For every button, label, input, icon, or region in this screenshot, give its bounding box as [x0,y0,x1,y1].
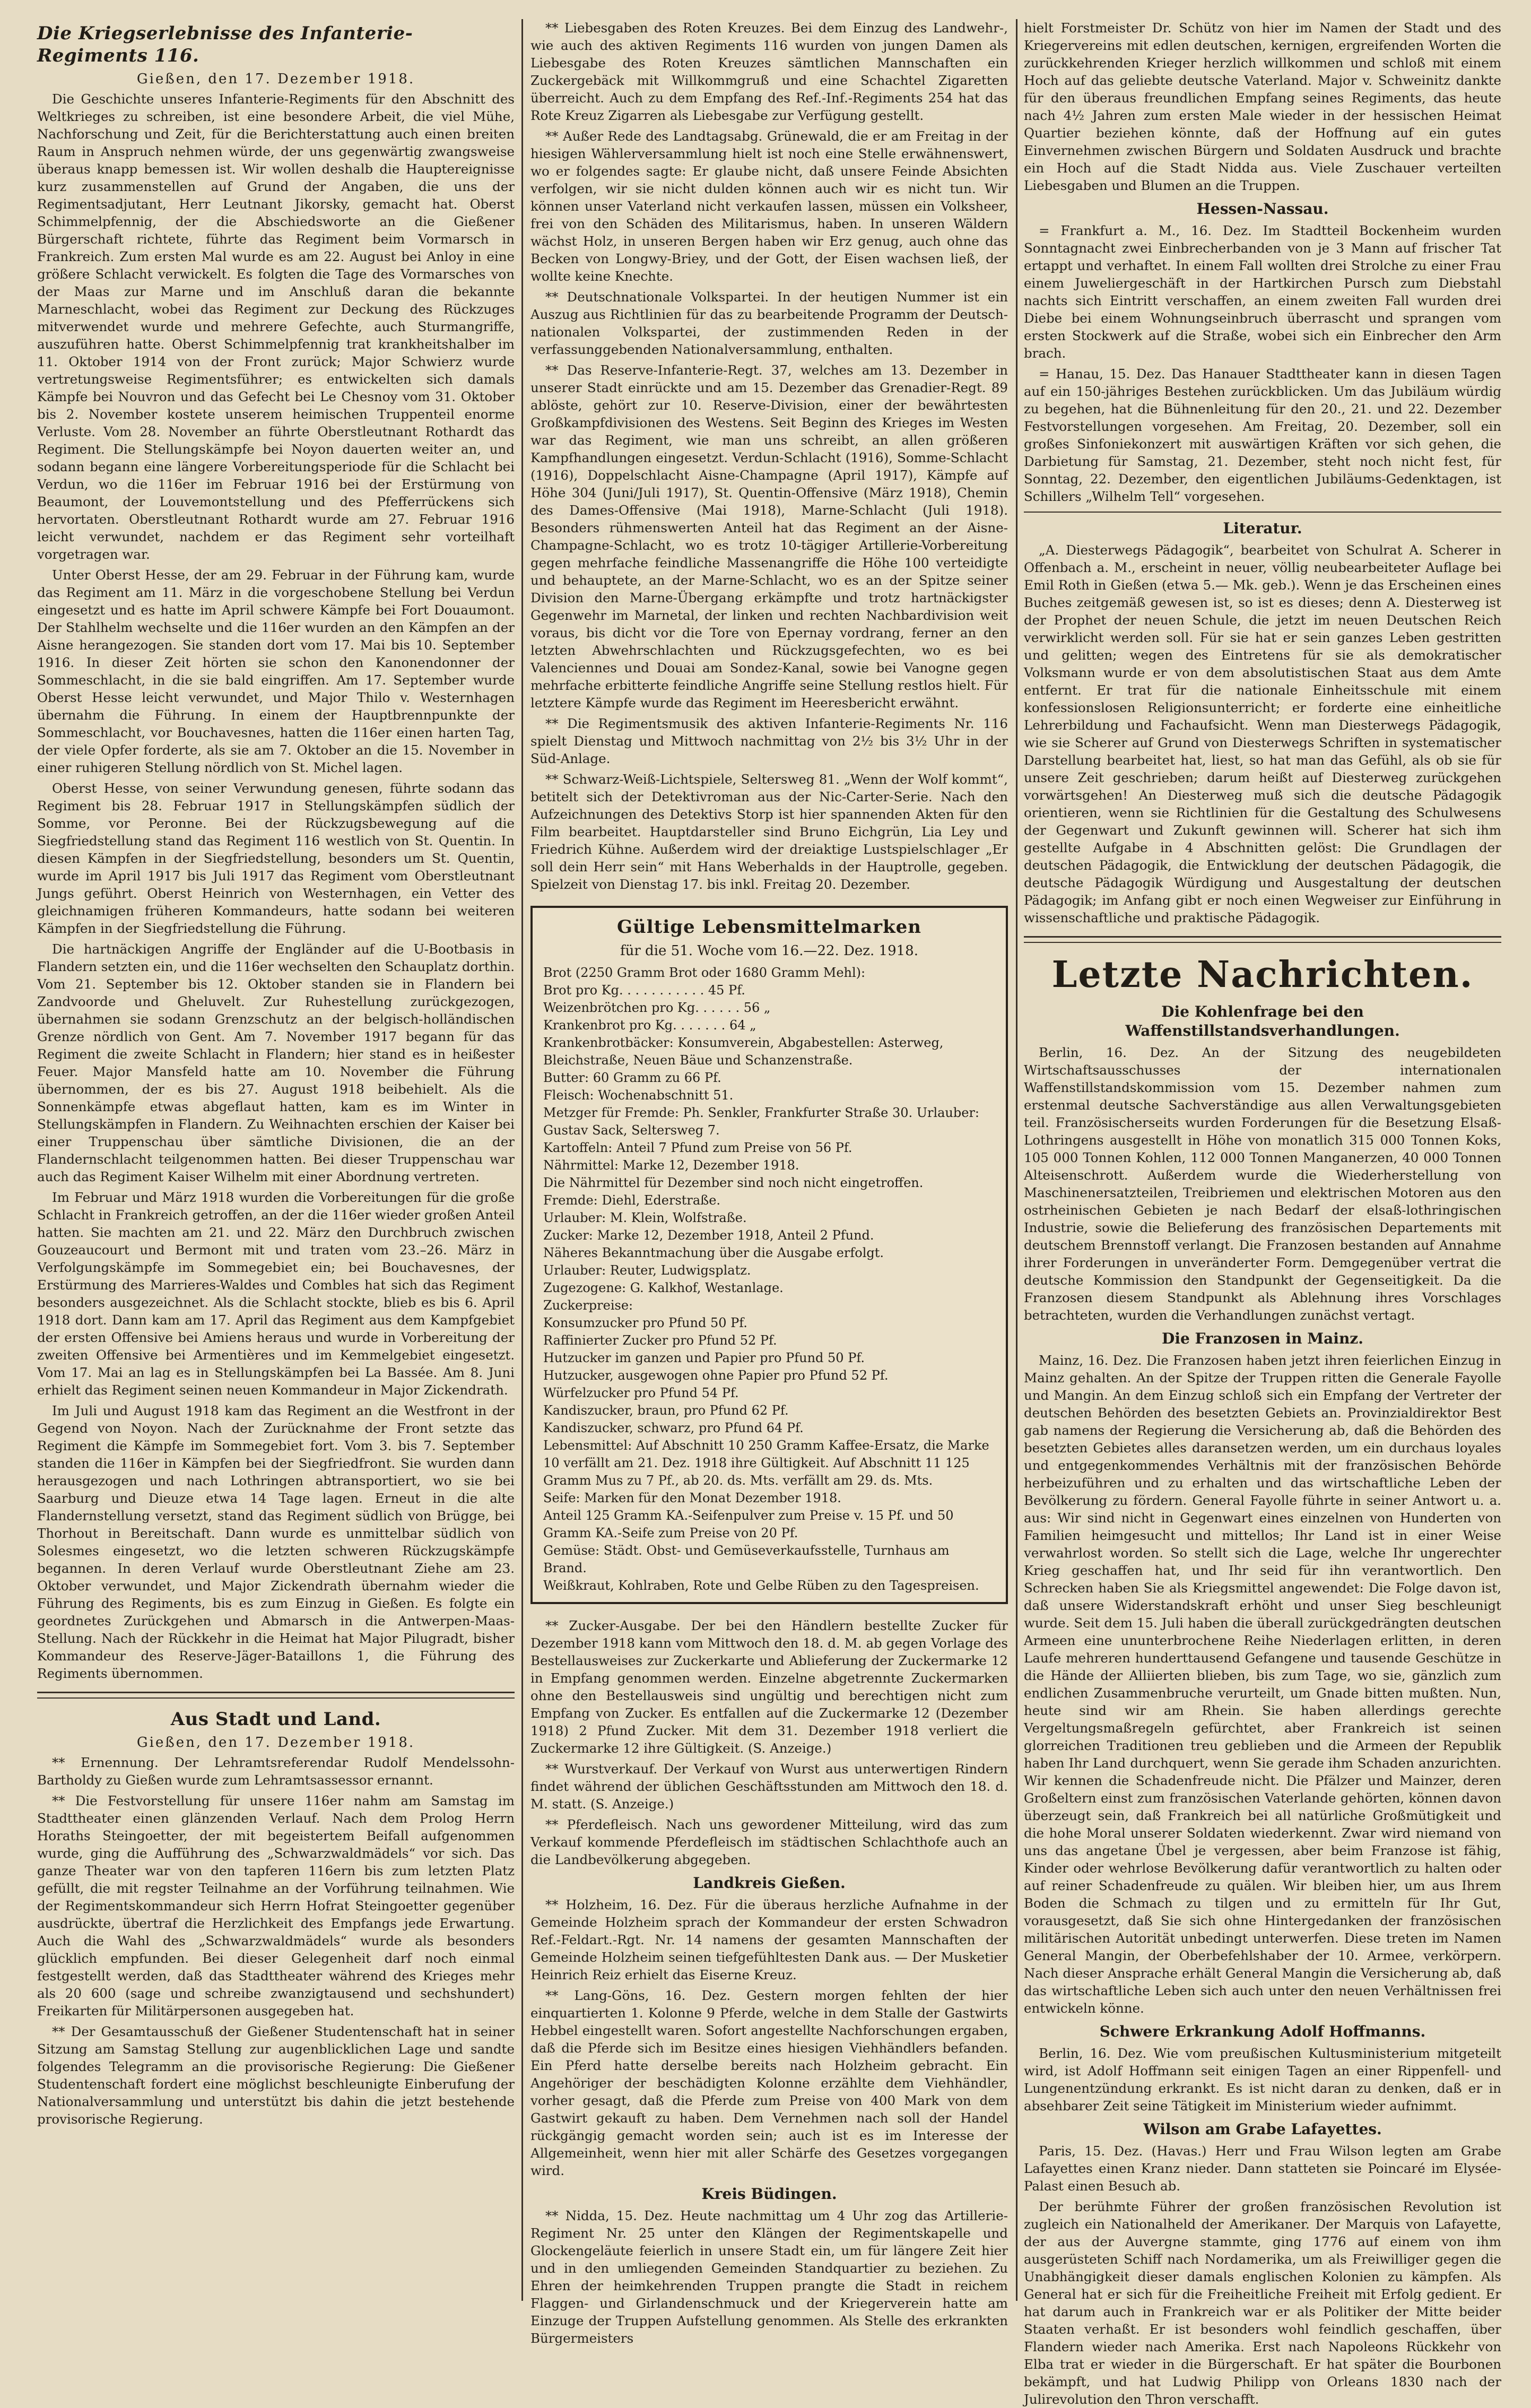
box-line: Zuckerpreise: [543,1298,633,1313]
article-headline-mainz: Die Franzosen in Mainz. [1162,1330,1363,1347]
paragraph: hielt Forstmeister Dr. Schütz von hier im Namen der Stadt und des Kriegervereins mit edlen deutschen, kernigen, ergreifenden Worten die zurückkehrenden Krieger herzlich willkommen und schloß mit einem Hoch auf das geliebte deutsche Vaterland. Major v. Schweinitz dankte für den überaus freundlichen Empfang seines Regiments, das heute nach 4½ Jahren zum ersten Male wieder in der hessischen Heimat Quartier beziehen könnte, daß der Hoffnung auf ein gutes Einvernehmen zwischen Bürgern und Soldaten Ausdruck und brachte ein Hoch auf die Stadt Nidda aus. Viele Zuschauer verteilten Liebesgaben und Blumen an die Truppen. [1024,20,1501,193]
article-headline-hoffmann: Schwere Erkrankung Adolf Hoffmanns. [1099,2023,1426,2040]
paragraph: ** Die Regimentsmusik des aktiven Infanterie-Regiments Nr. 116 spielt Dienstag und Mittwoch nachmittag von 2½ bis 3½ Uhr in der Süd-Anlage. [530,716,1008,766]
section-headline-buedingen: Kreis Büdingen. [701,2185,837,2203]
paragraph: ** Ernennung. Der Lehramtsreferendar Rudolf Mendelssohn-Bartholdy zu Gießen wurde zum Lehramtsassessor ernannt. [37,1755,515,1788]
paragraph: Paris, 15. Dez. (Havas.) Herr und Frau Wilson legten am Grabe Lafayettes einen Kranz nieder. Dann statteten sie Poincaré im Elysée-Palast einen Besuch ab. [1024,2143,1501,2194]
paragraph: ** Nidda, 15. Dez. Heute nachmittag um 4 Uhr zog das Artillerie-Regiment Nr. 25 unter den Klängen der Regimentskapelle und Glockengeläute feierlich in unsere Stadt ein, um für längere Zeit hier und in den umliegenden Gemeinden Standquartier zu beziehen. Zu Ehren der heimkehrenden Truppen prangte die Stadt in reichem Flaggen- und Girlandenschmuck und der Kriegerverein hatte am Einzuge der Truppen Aufstellung genommen. Als Stelle des erkrankten Bürgermeisters [530,2208,1008,2346]
section-dateline: Gießen, den 17. Dezember 1918. [136,1735,415,1751]
paragraph: ** Schwarz-Weiß-Lichtspiele, Seltersweg 81. „Wenn der Wolf kommt“, betitelt sich der Detektivroman aus der Nic-Carter-Serie. Nach den Aufzeichnungen des Detektivs Storp ist hier spannenden Akten für den Film bearbeitet. Hauptdarsteller sind Bruno Eichgrün, Lia Ley und Friedrich Kühne. Außerdem wird der dreiaktige Lustspielschlager „Er soll dein Herr sein“ mit Hans Weberhalds in der Hauptrolle, gegeben. Spielzeit von Dienstag 17. bis inkl. Freitag 20. Dezember. [530,772,1008,892]
column-rule [521,19,523,2301]
box-line: Seife: Marken für den Monat Dezember 1918. [543,1491,841,1505]
box-line: Lebensmittel: Auf Abschnitt 10 250 Gramm Kaffee-Ersatz, die Marke 10 verfällt am 21. Dez. 1918 ihre Gültigkeit. Auf Abschnitt 11 125 Gramm Mus zu 7 Pf., ab 20. ds. Mts. verfällt am 29. ds. Mts. [543,1438,989,1488]
box-line: Hutzucker, ausgewogen ohne Papier pro Pfund 52 Pf. [543,1368,889,1383]
box-line: Butter: 60 Gramm zu 66 Pf. [543,1070,721,1085]
paragraph: Im Februar und März 1918 wurden die Vorbereitungen für die große Schlacht in Frankreich getroffen, an der die 116er wieder großen Anteil hatten. Sie machten am 21. und 22. März den Durchbruch zwischen Gouzeaucourt und Bermont mit und traten vom 23.–26. März in Verfolgungskämpfe im Sommegebiet ein; bei Bouchavesnes, der Erstürmung des Marrieres-Waldes und Combles hat sich das Regiment besonders ausgezeichnet. Als die Schlacht stockte, blieb es bis 6. April 1918 dort. Dann kam am 17. April das Regiment aus dem Kampfgebiet der ersten Offensive bei Amiens heraus und wurde in Vorbereitung der zweiten Offensive bei Armentières und im Kemmelgebiet eingesetzt. Vom 17. Mai an lag es in Stellungskämpfen bei La Bassée. Am 8. Juni erhielt das Regiment seinen neuen Kommandeur in Major Zickendrath. [37,1190,515,1398]
section-headline-landkreis: Landkreis Gießen. [693,1874,846,1892]
box-line: Zucker: Marke 12, Dezember 1918, Anteil 2 Pfund. [543,1228,874,1243]
box-line: Kartoffeln: Anteil 7 Pfund zum Preise von 56 Pf. [543,1140,853,1155]
column-2 [530,19,1008,2346]
box-line: Weißkraut, Kohlraben, Rote und Gelbe Rüben zu den Tagespreisen. [543,1578,979,1593]
section-divider [1024,512,1501,513]
paragraph: ** Lang-Göns, 16. Dez. Gestern morgen fehlten der hier einquartierten 1. Kolonne 9 Pferde, welche in dem Stalle der Gastwirts Hebbel eingestellt waren. Sofort angestellte Nachforschungen ergaben, daß die Pferde sich im Besitze eines hiesigen Viehhändlers befanden. Ein Pferd hatte derselbe bereits nach Holzheim gebracht. Ein Angehöriger der beschädigten Kolonne erzählte dem Viehhändler, vorher gesagt, daß die Pferde zum Preise von 400 Mark von dem Gastwirt gekauft zu haben. Dem Vernehmen nach soll der Handel rückgängig gemacht worden sein; auch ist es im Interesse der Allgemeinheit, wenn hier mit aller Schärfe des Gesetzes vorgegangen wird. [530,1988,1008,2178]
box-line: Würfelzucker pro Pfund 54 Pf. [543,1385,739,1400]
box-line: Hutzucker im ganzen und Papier pro Pfund 50 Pf. [543,1350,865,1365]
paragraph: „A. Diesterwegs Pädagogik“, bearbeitet von Schulrat A. Scherer in Offenbach a. M., erscheint in neuer, völlig neubearbeiteter Auflage bei Emil Roth in Gießen (etwa 5.— Mk. geb.). Wenn je das Erscheinen eines Buches zeitgemäß gewesen ist, so ist es dieses; denn A. Diesterweg ist der Prophet der neuen Schule, die jetzt im neuen Deutschen Reich verwirklicht werden soll. Für sie hat er sein ganzes Leben gestritten und gelitten; wegen des Eintretens für sie als demokratischer Volksmann wurde er von dem absolutistischen Staat aus dem Amte entfernt. Er trat für die nationale Einheitsschule mit einem konfessionslosen Religionsunterricht; er forderte eine einheitliche Lehrerbildung und Fachaufsicht. Wenn man Diesterwegs Pädagogik, wie sie Scherer auf Grund von Diesterwegs Schriften in systematischer Darstellung bearbeitet hat, liest, so hat man das Gefühl, als ob sie für unsere Zeit geschrieben; darum heißt auf Diesterweg zurückgehen vorwärtsgehen! An Diesterweg muß sich die deutsche Pädagogik orientieren, wenn sie Richtlinien für die Gestaltung des Schulwesens der Gegenwart und Zukunft gewinnen will. Scherer hat sich ihm gestellte Aufgabe in 4 Abschnitten gelöst: Die Grundlagen der deutschen Pädagogik, die Entwicklung der deutschen Pädagogik, die deutsche Pädagogik Würdigung und Ausgestaltung der deutschen Pädagogik; im Anfang gibt er noch einen Wegweiser zur Einführung in wissenschaftliche und praktische Pädagogik. [1024,542,1501,925]
box-line: Urlauber: M. Klein, Wolfstraße. [543,1210,747,1225]
article-headline-regiment: Die Kriegserlebnisse des Infanterie-Regiments 116. [37,23,413,66]
box-line: Urlauber: Reuter, Ludwigsplatz. [543,1263,751,1278]
article-dateline: Gießen, den 17. Dezember 1918. [136,71,415,87]
box-line: Näheres Bekanntmachung über die Ausgabe erfolgt. [543,1245,884,1260]
section-headline-stadt-und-land: Aus Stadt und Land. [170,1709,381,1730]
paragraph: Der berühmte Führer der großen französischen Revolution ist zugleich ein Nationalheld der Amerikaner. Der Marquis von Lafayette, der aus der Auvergne stammte, ging 1776 auf einem von ihm ausgerüsteten Schiff nach Nordamerika, um als Freiwilliger gegen die Unabhängigkeit dieser damals englischen Kolonien zu kämpfen. Als General hat er sich für die Freiheitliche Freiheit mit Erfolg gedient. Er hat darum auch in Frankreich war er als Politiker der Mitte beider Staaten verhaßt. Er ist besonders wohl feindlich geschaffen, über Flandern wieder nach Amerika. Erst nach Napoleons Rückkehr von Elba trat er wieder in die Bürgerschaft. Er hat später die Bourbonen bekämpft, und hat Ludwig Philipp von Orleans 1830 nach der Julirevolution den Thron verschafft. [1024,2199,1501,2407]
box-line: Fleisch: Wochenabschnitt 51. [543,1088,734,1103]
paragraph: ** Liebesgaben des Roten Kreuzes. Bei dem Einzug des Landwehr-, wie auch des aktiven Regiments 116 wurden von jungen Damen als Liebesgabe des Roten Kreuzes sämtlichen Mannschaften ein Zuckergebäck mit Willkommgruß und eine Schachtel Zigaretten überreicht. Auch zu dem Empfang des Ref.-Inf.-Regiments 254 hat das Rote Kreuz Zigarren als Liebesgabe zur Verfügung gestellt. [530,20,1008,123]
paragraph: = Frankfurt a. M., 16. Dez. Im Stadtteil Bockenheim wurden Sonntagnacht zwei Einbrecherbanden von je 3 Mann auf frischer Tat ertappt und verhaftet. In einem Fall wollten drei Strolche zu einer Frau einem Juweliergeschäft in der Hartkirchen Pursch zum Diebstahl nachts sich Eintritt verschaffen, an einem zweiten Fall wurden drei Diebe bei einem Wohnungseinbruch überrascht und sprangen vom ersten Stockwerk auf die Straße, wobei sich ein Einbrecher den Arm brach. [1024,223,1501,361]
newspaper-page [37,19,1501,2407]
section-headline-literatur: Literatur. [1223,519,1302,537]
paragraph: Im Juli und August 1918 kam das Regiment an die Westfront in der Gegend von Noyon. Nach der Zurücknahme der Front setzte das Regiment die Kämpfe im Sommegebiet fort. Vom 3. bis 7. September standen die 116er in Kämpfen bei der Siegfriedfront. Sie wurden dann herausgezogen und nach Lothringen abtransportiert, wo sie bei Saarburg und Dieuze etwa 14 Tage lagen. Erneut in die alte Flandernstellung versetzt, stand das Regiment südlich von Brügge, bei Thorhout in Bereitschaft. Dann wurde es unmittelbar südlich von Solesmes eingesetzt, wo die letzten schweren Rückzugskämpfe begannen. In deren Verlauf wurde Oberstleutnant Ziehe am 23. Oktober verwundet, und Major Zickendrath übernahm wieder die Führung des Regiments, bis es zum Einzug in Gießen. Es folgte ein geordnetes Zurückgehen und Abmarsch in die Antwerpen-Maas-Stellung. Nach der Rückkehr in die Heimat hat Major Pilugradt, bisher Kommandeur des Reserve-Jäger-Bataillons 1, die Führung des Regiments übernommen. [37,1403,515,1681]
paragraph: = Hanau, 15. Dez. Das Hanauer Stadttheater kann in diesen Tagen auf ein 150-jähriges Bestehen zurückblicken. Um das Jubiläum würdig zu begehen, hat die Bühnenleitung für den 20., 21. und 22. Dezember Festvorstellungen vorgesehen. Am Freitag, 20. Dezember, soll ein großes Sinfoniekonzert mit auswärtigen Kräften vor sich gehen, die Darbietung für Samstag, 21. Dezember, steht noch nicht fest, für Sonntag, 22. Dezember, den eigentlichen Jubiläums-Gedenktagen, ist Schillers „Wilhelm Tell“ vorgesehen. [1024,366,1501,504]
section-headline-hessen: Hessen-Nassau. [1196,200,1329,218]
paragraph: Berlin, 16. Dez. Wie vom preußischen Kultusministerium mitgeteilt wird, ist Adolf Hoffmann seit einigen Tagen an einer Rippenfell- und Lungenentzündung erkrankt. Es ist nicht daran zu denken, daß er in absehbarer Zeit seine Tätigkeit im Ministerium wieder aufnimmt. [1024,2046,1501,2114]
box-line: Nährmittel: Marke 12, Dezember 1918. [543,1158,799,1173]
box-line: Gemüse: Städt. Obst- und Gemüseverkaufsstelle, Turnhaus am Brand. [543,1543,950,1575]
box-line: Krankenbrot pro Kg. . . . . . . 64 „ [543,1018,756,1033]
paragraph: Berlin, 16. Dez. An der Sitzung des neugebildeten Wirtschaftsausschusses der internationalen Waffenstillstandskommission vom 15. Dezember nahmen zum erstenmal deutsche Sachverständige aus allen Verwaltungsgebieten teil. Französischerseits wurden Forderungen für die Besetzung Elsaß-Lothringens ausgestellt in Höhe von monatlich 315 000 Tonnen Koks, 105 000 Tonnen Kohlen, 112 000 Tonnen Manganerzen, 40 000 Tonnen Alteisenschrott. Außerdem wurde die Wiederherstellung von Maschinenersatzteilen, Treibriemen und elektrischen Motoren aus den ostrheinischen Gebieten je nach Bedarf der elsaß-lothringischen Industrie, sowie die Belieferung des französischen Departements mit deutschem Brennstoff verlangt. Die Franzosen bestanden auf Annahme ihrer Forderungen in unveränderter Form. Demgegenüber vertrat die deutsche Kommission den Standpunkt der Gegenseitigkeit. Da die Franzosen diesem Standpunkt als Ablehnung ihres Vorschlages betrachteten, wurden die Verhandlungen zunächst vertagt. [1024,1045,1501,1323]
box-line: Zugezogene: G. Kalkhof, Westanlage. [543,1280,784,1295]
box-line: Raffinierter Zucker pro Pfund 52 Pf. [543,1333,777,1348]
box-line: Brot (2250 Gramm Brot oder 1680 Gramm Mehl): [543,965,866,980]
box-line: Kandiszucker, schwarz, pro Pfund 64 Pf. [543,1420,804,1435]
lebensmittelmarken-box [530,906,1008,1604]
article-headline-kohlenfrage: Die Kohlenfrage bei den Waffenstillstandsverhandlungen. [1125,1003,1400,1040]
paragraph: Oberst Hesse, von seiner Verwundung genesen, führte sodann das Regiment bis 28. Februar 1917 in Stellungskämpfen südlich der Somme, vor Peronne. Bei der Rückzugsbewegung auf die Siegfriedstellung stand das Regiment 116 westlich von St. Quentin. In diesen Kämpfen in der Siegfriedstellung, besonders um St. Quentin, wurde im April 1917 bis Juli 1917 das Regiment vom Oberstleutnant Jungs geführt. Oberst Heinrich von Westernhagen, ein Vetter des gleichnamigen früheren Kommandeurs, hatte sodann bei weiteren Kämpfen in der Siegfriedstellung die Führung. [37,781,515,936]
box-title: Gültige Lebensmittelmarken [616,916,922,938]
paragraph: ** Außer Rede des Landtagsabg. Grünewald, die er am Freitag in der hiesigen Wählerversammlung hielt ist noch eine Stelle erwähnenswert, wo er folgendes sagte: Er glaube nicht, daß unsere Feinde Absichten verfolgen, wir sie nicht dulden können auch wir es nicht tun. Wir können unser Vaterland nicht verkaufen lassen, müssen ein Volksheer, frei von den Schäden des Militarismus, haben. In unseren Wäldern wächst Holz, in unseren Bergen haben wir Erz genug, auch ohne das Becken von Longwy-Briey, und der Gott, der Eisen wachsen ließ, der wollte keine Knechte. [530,128,1008,284]
box-week: für die 51. Woche vom 16.—22. Dez. 1918. [620,943,918,959]
article-headline-wilson: Wilson am Grabe Lafayettes. [1143,2120,1382,2138]
column-1 [37,19,515,2301]
paragraph: Die Geschichte unseres Infanterie-Regiments für den Abschnitt des Weltkrieges zu schreiben, ist eine besondere Arbeit, die viel Mühe, Nachforschung und Zeit, für die Berichterstattung auch einen breiten Raum in Anspruch nehmen würde, der uns gegenwärtig zwangsweise überaus knapp bemessen ist. Wir wollen deshalb die Hauptereignisse kurz zusammenstellen auf Grund der Angaben, die uns der Regimentsadjutant, Herr Leutnant Jikorsky, gemacht hat. Oberst Schimmelpfennig, der die Abschiedsworte an die Gießener Bürgerschaft richtete, führte das Regiment beim Vormarsch in Frankreich. Zum ersten Mal wurde es am 22. August bei Anloy in eine größere Schlacht verwickelt. Es folgten die Tage des Vormarsches von der Maas zur Marne und im Anschluß daran die bekannte Marneschlacht, wobei das Regiment zur Deckung des Rückzuges mitverwendet wurde und mehrere Gefechte, auch Sturmangriffe, auszuführen hatte. Oberst Schimmelpfennig trat krankheitshalber im 11. Oktober 1914 von der Front zurück; Major Schwierz wurde vertretungsweise Regimentsführer; es entwickelten sich damals Kämpfe bei Nouvron und das Gefecht bei Le Chesnoy vom 31. Oktober bis 2. November kostete unserem heimischen Truppenteil enorme Verluste. Vom 28. November an führte Oberstleutnant Rothardt das Regiment. Die Stellungskämpfe bei Noyon dauerten weiter an, und sodann begann eine längere Vorbereitungsperiode für die Schlacht bei Verdun, wo die 116er im Februar 1916 bei der Erstürmung von Beaumont, der Louvemontstellung und des Pfefferrückens sich hervortaten. Oberstleutnant Rothardt wurde am 27. Februar 1916 leicht verwundet, nachdem er das Regiment sehr vorteilhaft vorgetragen war. [37,91,515,562]
box-line: Metzger für Fremde: Ph. Senkler, Frankfurter Straße 30. Urlauber: Gustav Sack, Seltersweg 7. [543,1105,980,1138]
box-line: Anteil 125 Gramm KA.-Seifenpulver zum Preise v. 15 Pf. und 50 Gramm KA.-Seife zum Preise von 20 Pf. [543,1508,954,1540]
headline-letzte-nachrichten: Letzte Nachrichten. [1051,954,1474,996]
box-line: Konsumzucker pro Pfund 50 Pf. [543,1315,747,1330]
column-rule [1016,19,1017,2301]
paragraph: ** Wurstverkauf. Der Verkauf von Wurst aus unterwertigen Rindern findet während der üblichen Geschäftsstunden am Mittwoch den 18. d. M. statt. (S. Anzeige.) [530,1761,1008,1812]
paragraph: ** Zucker-Ausgabe. Der bei den Händlern bestellte Zucker für Dezember 1918 kann vom Mittwoch den 18. d. M. ab gegen Vorlage des Bestellausweises zur Zuckerkarte und Ablieferung der Zuckermarke 12 in Empfang genommen werden. Einzelne abgetrennte Zuckermarken ohne den Bestellausweis sind ungültig und berechtigen nicht zum Empfang von Zucker. Es entfallen auf die Zuckermarke 12 (Dezember 1918) 2 Pfund Zucker. Mit dem 31. Dezember 1918 verliert die Zuckermarke 12 ihre Gültigkeit. (S. Anzeige.) [530,1618,1008,1756]
paragraph: Die hartnäckigen Angriffe der Engländer auf die U-Bootbasis in Flandern setzten ein, und die 116er wechselten den Schauplatz dorthin. Vom 21. September bis 12. Oktober standen sie in Flandern bei Zandvoorde und Gheluvelt. Zur Ruhestellung zurückgezogen, übernahmen sie sodann Grenzschutz an der belgisch-holländischen Grenze nördlich von Gent. Am 7. November 1917 begann für das Regiment die zweite Schlacht in Flandern; hier stand es in heißester Feuer. Major Mansfeld hatte am 10. November die Führung übernommen, der es bis 27. August 1918 beibehielt. Als die Sonnenkämpfe etwas abgeflaut hatten, kam es im Winter in Stellungskämpfen in Flandern. Zu Weihnachten erschien der Kaiser bei einer Truppenschau über sämtliche Divisionen, die an der Flandernschlacht teilgenommen hatten. Bei dieser Truppenschau war auch das Regiment Kaiser Wilhelm mit einer Abordnung vertreten. [37,941,515,1184]
paragraph: Mainz, 16. Dez. Die Franzosen haben jetzt ihren feierlichen Einzug in Mainz gehalten. An der Spitze der Truppen ritten die Generale Fayolle und Mangin. An dem Einzug schloß sich ein Empfang der Vertreter der deutschen Behörden des besetzten Gebiets an. Provinzialdirektor Best gab namens der Regierung die Versicherung ab, daß die Behörden des besetzten Gebietes alles daransetzen werden, um ein durchaus loyales und entgegenkommendes Verhältnis mit der französischen Behörde herbeizuführen und zu erhalten und das wirtschaftliche Leben der Bevölkerung zu fördern. General Fayolle führte in seiner Antwort u. a. aus: Wir sind nicht in Gegenwart eines einzelnen von Hunderten von Familien heimgesucht und mittellos; Ihr Land ist in einer Weise verwahrlost worden. So stellt sich die Lage, welche Ihr ungerechter Krieg geschaffen hat, und Ihr seid für ihn verantwortlich. Den Schrecken haben Sie als Kriegsmittel angewendet: Die Folge davon ist, daß unsere Widerstandskraft erhöht und unser Sieg beschleunigt wurde. Seit dem 15. Juli haben die überall zurückgedrängten deutschen Armeen eine ununterbrochene Reihe Niederlagen erlitten, in deren Laufe mehreren hunderttausend Gefangene und tausende Geschütze in die Hände der Alliierten blieben, bis zum Tage, wo sie, gänzlich zum endlichen Zusammenbruche verurteilt, um Gnade bitten mußten. Nun, heute sind wir am Rhein. Sie haben allerdings gerechte Vergeltungsmaßregeln gefürchtet, aber Frankreich ist seinen glorreichen Traditionen treu geblieben und die Armeen der Republik haben Ihr Land durchquert, wenn Sie gerade ihm Schaden anzurichten. Wir kennen die Schadenfreude nicht. Die Pfälzer und Mainzer, deren Großeltern einst zum französischen Vaterlande gehörten, können davon überzeugt sein, daß Frankreich bei all natürliche Großmütigkeit und die hohe Moral unserer Soldaten wiederkennt. Zwar wird niemand von uns das angetane Übel je vergessen, aber beim Franzose ist fähig, Kinder oder wehrlose Bevölkerung dafür verantwortlich zu halten oder auf reiner Schadenfreude zu quälen. Wir bleiben hier, um aus Ihrem Boden die Schmach zu tilgen und zu ermitteln für Ihr Gut, vorausgesetzt, daß Sie sich ohne Hintergedanken der französischen militärischen Autorität unbedingt unterwerfen. Diese treten im Namen General Mangin, der Oberbefehlshaber der 10. Armee, verkörpern. Nach dieser Ansprache erhält General Mangin die Versicherung ab, daß das wirtschaftliche Leben sich auch unter den neuen Verhältnissen frei entwickeln könne. [1024,1353,1501,2016]
paragraph: Unter Oberst Hesse, der am 29. Februar in der Führung kam, wurde das Regiment am 11. März in die vorgeschobene Stellung bei Verdun eingesetzt und es hatte im April schwere Kämpfe bei Fort Douaumont. Der Stahlhelm wechselte und die 116er wurden an den Kämpfen an der Aisne herangezogen. Sie standen dort vom 17. Mai bis 10. September 1916. In dieser Zeit hörten sie schon den Kanonendonner der Sommeschlacht, in die sie bald eingriffen. Am 17. September wurde Oberst Hesse leicht verwundet, und Major Thilo v. Westernhagen übernahm die Führung. In einem der Hauptbrennpunkte der Sommeschlacht, vor Bouchavesnes, hatten die 116er einen harten Tag, der viele Opfer forderte, als sie am 7. Oktober an die 15. November in einer ruhigeren Stellung nördlich von St. Michel lagen. [37,567,515,775]
section-divider [1024,936,1501,943]
box-line: Fremde: Diehl, Ederstraße. [543,1193,721,1208]
paragraph: ** Holzheim, 16. Dez. Für die überaus herzliche Aufnahme in der Gemeinde Holzheim sprach der Kommandeur der ersten Schwadron Ref.-Feldart.-Rgt. Nr. 14 namens der gesamten Mannschaften der Gemeinde Holzheim seinen tiefgefühltesten Dank aus. — Der Musketier Heinrich Reiz erhielt das Eiserne Kreuz. [530,1897,1008,1982]
paragraph: ** Pferdefleisch. Nach uns gewordener Mitteilung, wird das zum Verkauf kommende Pferdefleisch im städtischen Schlachthofe auch an die Landbevölkerung abgegeben. [530,1817,1008,1867]
box-line: Brot pro Kg. . . . . . . . . . . 45 Pf. [543,983,745,998]
box-lines [543,964,995,1595]
paragraph: ** Die Festvorstellung für unsere 116er nahm am Samstag im Stadttheater einen glänzenden Verlauf. Nach dem Prolog Herrn Horaths Steingoetter, der mit begeistertem Beifall aufgenommen wurde, ging die Aufführung des „Schwarzwaldmädels“ vor sich. Das ganze Theater war von den tapferen 116ern bis zum letzten Platz gefüllt, die mit regster Teilnahme an der Vorführung teilnahmen. Wie der Regimentskommandeur sich Herrn Hofrat Steingoetter gegenüber ausdrückte, übertraf die Herzlichkeit des Empfangs jede Erwartung. Auch die Wahl des „Schwarzwaldmädels“ wurde als besonders glücklich empfunden. Bei dieser Gelegenheit darf noch einmal festgestellt werden, daß das Stadttheater während des Krieges mehr als 20 600 (sage und schreibe zwanzigtausend und sechshundert) Freikarten für Militärpersonen ausgegeben hat. [37,1793,515,2019]
section-divider [37,1692,515,1699]
box-line: Kandiszucker, braun, pro Pfund 62 Pf. [543,1403,789,1418]
paragraph: ** Der Gesamtausschuß der Gießener Studentenschaft hat in seiner Sitzung am Samstag Stellung zur augenblicklichen Lage und sandte folgendes Telegramm an die provisorische Regierung: Die Gießener Studentenschaft fordert eine möglichst beschleunigte Einberufung der Nationalversammlung und unterstützt bis dahin die jetzt bestehende provisorische Regierung. [37,2024,515,2127]
paragraph: ** Das Reserve-Infanterie-Regt. 37, welches am 13. Dezember in unserer Stadt einrückte und am 15. Dezember das Grenadier-Regt. 89 ablöste, gehört zur 10. Reserve-Division, einer der bewährtesten Großkampfdivisionen des Westens. Seit Beginn des Krieges im Westen war das Regiment, wie man uns schreibt, an allen größeren Kampfhandlungen eingesetzt. Verdun-Schlacht (1916), Somme-Schlacht (1916), Doppelschlacht Aisne-Champagne (April 1917), Kämpfe auf Höhe 304 (Juni/Juli 1917), St. Quentin-Offensive (März 1918), Chemin des Dames-Offensive (Mai 1918), Marne-Schlacht (Juli 1918). Besonders rühmenswerten Anteil hat das Regiment an der Aisne-Champagne-Schlacht, wo es trotz 10-tägiger Artillerie-Vorbereitung gegen mehrfache feindliche Massenangriffe die Höhe 100 verteidigte und behauptete, an der Marne-Schlacht, wo es an der Spitze seiner Division den Marne-Übergang erkämpfte und trotz hartnäckigster Gegenwehr im Marnetal, der linken und rechten Nachbardivision weit voraus, bis dicht vor die Tore von Epernay vordrang, ferner an den letzten Abwehrschlachten und Rückzugsgefechten, wo es bei Valenciennes und Douai am Sondez-Kanal, sowie bei Vanogne gegen mehrfache erbitterte feindliche Angriffe seine Stellung restlos hielt. Für letztere Kämpfe wurde das Regiment im Heeresbericht erwähnt. [530,362,1008,711]
box-line: Weizenbrötchen pro Kg. . . . . . 56 „ [543,1000,771,1015]
column-3 [1024,19,1501,2407]
box-line: Die Nährmittel für Dezember sind noch nicht eingetroffen. [543,1175,924,1190]
paragraph: ** Deutschnationale Volkspartei. In der heutigen Nummer ist ein Auszug aus Richtlinien für das zu bearbeitende Programm der Deutsch-nationalen Volkspartei, der zustimmenden Reden in der verfassunggebenden Nationalversammlung, enthalten. [530,289,1008,357]
box-line: Krankenbrotbäcker: Konsumverein, Abgabestellen: Asterweg, Bleichstraße, Neuen Bäue und Schanzenstraße. [543,1035,944,1068]
